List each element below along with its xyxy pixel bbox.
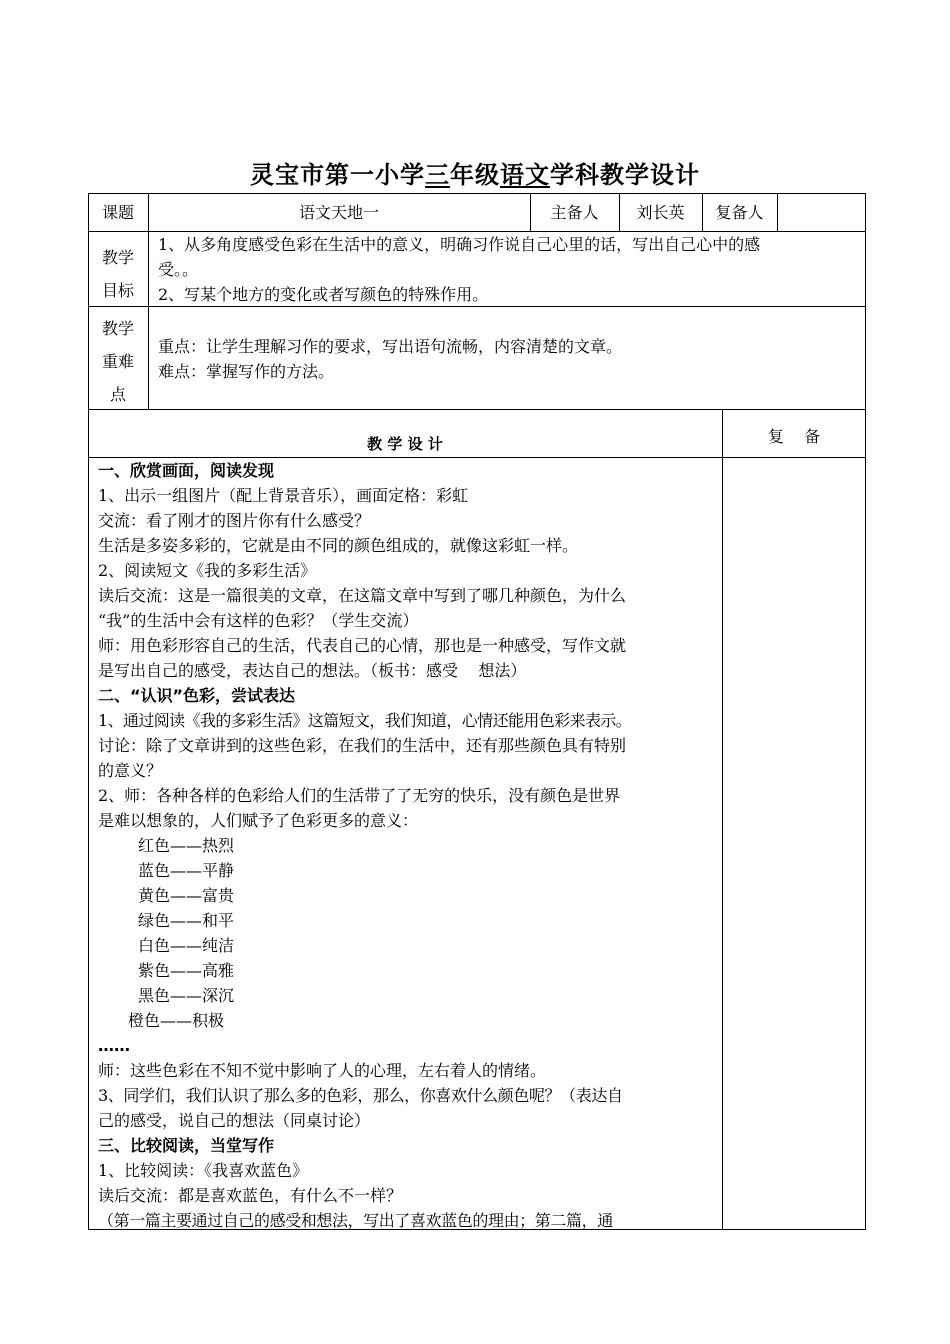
lead-label: 主备人	[550, 203, 599, 222]
color-meaning: 黑色——深沉	[138, 986, 235, 1005]
body-line: 读后交流：都是喜欢蓝色，有什么不一样？	[98, 1186, 403, 1205]
col-divider	[148, 193, 149, 409]
goals-content	[158, 232, 858, 307]
review-label: 复备人	[715, 203, 764, 222]
keypoints-label-line: 重难	[101, 352, 134, 371]
design-body	[98, 458, 718, 1233]
title-grade: 三	[425, 161, 450, 189]
color-meaning: 蓝色——平静	[138, 861, 235, 880]
color-meaning: 黄色——富贵	[138, 886, 235, 905]
topic-label: 课题	[101, 203, 134, 222]
ellipsis: ……	[98, 1036, 130, 1055]
color-meaning: 红色——热烈	[138, 836, 235, 855]
body-line: 己的感受，说自己的想法（同桌讨论）	[98, 1111, 371, 1130]
title-suffix: 学科教学设计	[550, 161, 700, 189]
keypoints-label-line: 点	[109, 385, 126, 404]
body-line: 是难以想象的，人们赋予了色彩更多的意义：	[98, 811, 419, 830]
goals-label-line: 目标	[101, 281, 134, 300]
keypoints-label	[88, 312, 148, 411]
body-line: 生活是多姿多彩的，它就是由不同的颜色组成的，就像这彩虹一样。	[98, 536, 579, 555]
review-header: 复 备	[767, 427, 821, 446]
goals-line: 1、从多角度感受色彩在生活中的意义，明确习作说自己心里的话，写出自己心中的感	[158, 235, 761, 254]
goals-label	[88, 241, 148, 307]
body-line: 是写出自己的感受，表达自己的想法。（板书：感受 想法）	[98, 661, 527, 680]
body-line: 读后交流：这是一篇很美的文章，在这篇文章中写到了哪几种颜色，为什么	[98, 586, 627, 605]
body-line: 的意义？	[98, 761, 163, 780]
design-header: 教 学 设 计	[367, 435, 443, 453]
body-line: 师：用色彩形容自己的生活，代表自己的心情，那也是一种感受，写作文就	[98, 636, 627, 655]
body-line: 交流：看了刚才的图片你有什么感受？	[98, 511, 371, 530]
body-line: 3、同学们，我们认识了那么多的色彩，那么，你喜欢什么颜色呢？（表达自	[98, 1086, 623, 1105]
body-line: 师：这些色彩在不知不觉中影响了人的心理，左右着人的情绪。	[98, 1061, 547, 1080]
keypoints-content	[158, 334, 858, 384]
col-divider	[722, 409, 723, 1230]
color-meaning: 橙色——积极	[128, 1011, 225, 1030]
goals-line: 受。。	[158, 260, 199, 279]
section-heading: 三、比较阅读，当堂写作	[98, 1136, 275, 1155]
section-heading: 一、欣赏画面，阅读发现	[98, 461, 275, 480]
body-line: “我”的生活中会有这样的色彩？（学生交流）	[98, 611, 419, 630]
body-line: 2、师：各种各样的色彩给人们的生活带了了无穷的快乐，没有颜色是世界	[98, 786, 621, 805]
body-line: 1、通过阅读《我的多彩生活》这篇短文，我们知道，心情还能用色彩来表示。	[98, 711, 632, 730]
keypoints-line: 重点：让学生理解习作的要求，写出语句流畅，内容清楚的文章。	[158, 337, 623, 356]
page-title	[0, 158, 950, 192]
body-line: （第一篇主要通过自己的感受和想法，写出了喜欢蓝色的理由；第二篇，通	[98, 1211, 613, 1230]
title-grade-suffix: 年级	[450, 161, 500, 189]
goals-line: 2、写某个地方的变化或者写颜色的特殊作用。	[158, 285, 489, 304]
title-subject: 语文	[500, 161, 550, 189]
keypoints-label-line: 教学	[101, 319, 134, 338]
col-divider	[777, 193, 778, 231]
color-meaning: 白色——纯洁	[138, 936, 235, 955]
body-line: 2、阅读短文《我的多彩生活》	[98, 561, 317, 580]
goals-label-line: 教学	[101, 248, 134, 267]
row-divider	[88, 409, 866, 410]
title-school: 灵宝市第一小学	[250, 161, 425, 189]
body-line: 讨论：除了文章讲到的这些色彩，在我们的生活中，还有那些颜色具有特别	[98, 736, 627, 755]
color-meaning: 紫色——高雅	[138, 961, 235, 980]
section-heading: 二、“认识”色彩，尝试表达	[98, 686, 296, 705]
body-line: 1、比较阅读：《我喜欢蓝色》	[98, 1161, 309, 1180]
lead-value: 刘长英	[636, 203, 685, 222]
color-meaning: 绿色——和平	[138, 911, 235, 930]
body-line: 1、出示一组图片（配上背景音乐），画面定格：彩虹	[98, 486, 469, 505]
keypoints-line: 难点：掌握写作的方法。	[158, 362, 335, 381]
topic-value: 语文天地一	[298, 203, 379, 222]
